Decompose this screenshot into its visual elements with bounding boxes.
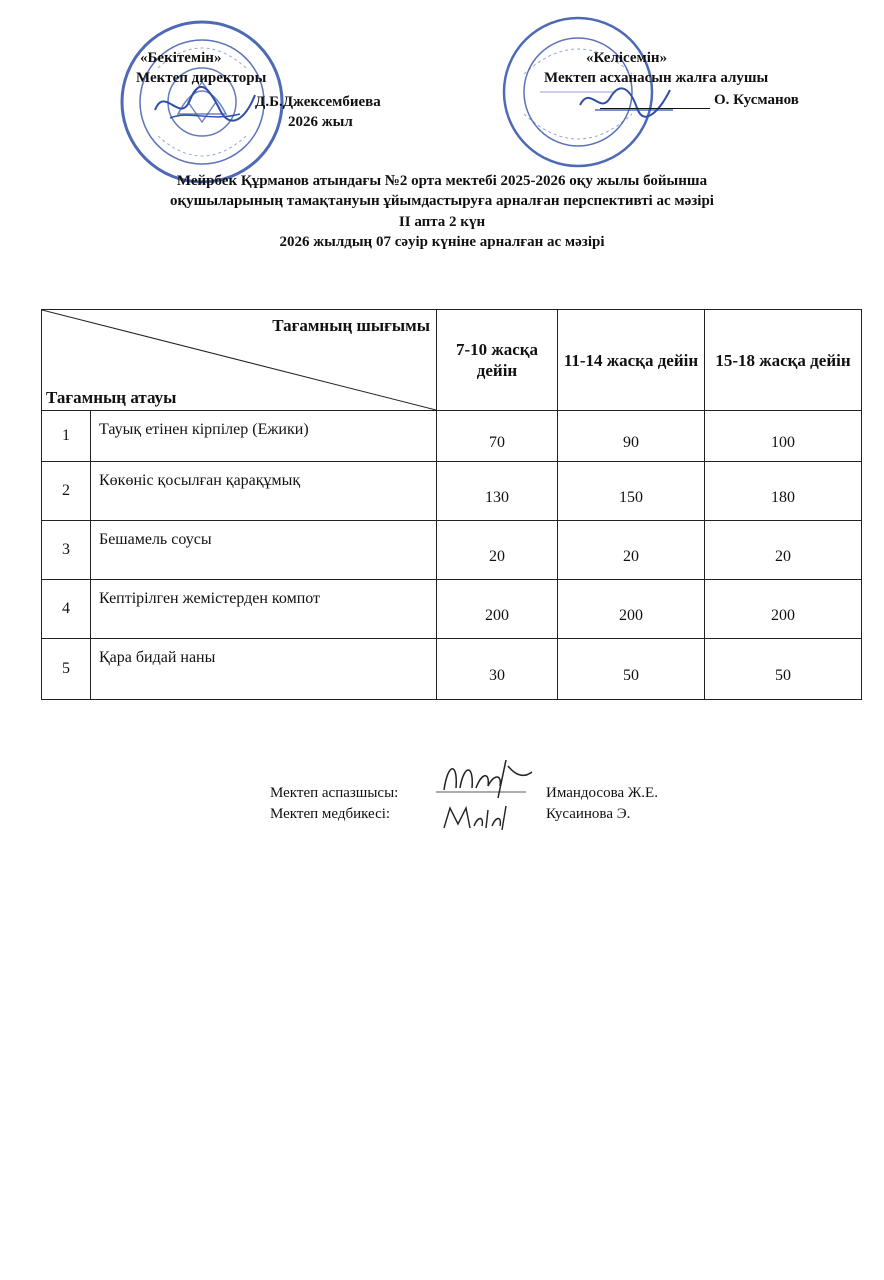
approval-left-line2: Мектеп директоры xyxy=(136,70,267,86)
header-corner-cell xyxy=(42,310,437,411)
nurse-signature xyxy=(440,800,520,834)
value-15-18: 100 xyxy=(705,411,862,462)
nurse-name: Кусаинова Э. xyxy=(546,806,631,822)
menu-table xyxy=(41,309,862,700)
row-number: 4 xyxy=(42,580,91,639)
title-line-2: оқушыларының тамақтануын ұйымдастыруға арналған перспективті ас мәзірі xyxy=(170,193,714,209)
column-header-7-10: 7-10 жасқа дейін xyxy=(437,310,558,411)
row-number: 3 xyxy=(42,521,91,580)
row-number: 2 xyxy=(42,462,91,521)
value-7-10: 30 xyxy=(437,639,558,700)
value-15-18: 180 xyxy=(705,462,862,521)
value-15-18: 200 xyxy=(705,580,862,639)
cook-signature xyxy=(436,752,536,802)
dish-name: Тауық етінен кірпілер (Ежики) xyxy=(91,411,437,462)
table-row xyxy=(42,639,862,700)
value-15-18: 20 xyxy=(705,521,862,580)
dish-name: Қара бидай наны xyxy=(91,639,437,700)
table-row xyxy=(42,411,862,462)
row-number: 1 xyxy=(42,411,91,462)
table-row xyxy=(42,580,862,639)
value-11-14: 90 xyxy=(558,411,705,462)
approval-right-name: О. Кусманов xyxy=(714,92,799,108)
value-11-14: 150 xyxy=(558,462,705,521)
cook-name: Имандосова Ж.Е. xyxy=(546,785,658,801)
dish-name: Көкөніс қосылған қарақұмық xyxy=(91,462,437,521)
approval-right-line1: «Келісемін» xyxy=(586,50,668,66)
corner-bottom-label: Тағамның атауы xyxy=(46,388,177,407)
value-11-14: 50 xyxy=(558,639,705,700)
column-header-11-14: 11-14 жасқа дейін xyxy=(558,310,705,411)
director-signature xyxy=(150,80,260,130)
approval-left-year: 2026 жыл xyxy=(288,114,353,130)
title-line-3: ІІ апта 2 күн xyxy=(398,214,486,230)
title-line-1: Мейрбек Құрманов атындағы №2 орта мектебі 2025-2026 оқу жылы бойынша xyxy=(176,173,708,189)
value-7-10: 20 xyxy=(437,521,558,580)
value-7-10: 130 xyxy=(437,462,558,521)
value-15-18: 50 xyxy=(705,639,862,700)
approval-left-name: Д.Б.Джексембиева xyxy=(255,94,381,110)
dish-name: Кептірілген жемістерден компот xyxy=(91,580,437,639)
cook-label: Мектеп аспазшысы: xyxy=(270,785,399,801)
value-7-10: 70 xyxy=(437,411,558,462)
table-row xyxy=(42,521,862,580)
value-11-14: 20 xyxy=(558,521,705,580)
dish-name: Бешамель соусы xyxy=(91,521,437,580)
table-header-row xyxy=(42,310,862,411)
approval-left-line1: «Бекітемін» xyxy=(140,50,222,66)
row-number: 5 xyxy=(42,639,91,700)
title-line-4: 2026 жылдың 07 сәуір күніне арналған ас мәзірі xyxy=(279,234,605,250)
corner-top-label: Тағамның шығымы xyxy=(272,316,430,335)
table-row xyxy=(42,462,862,521)
value-11-14: 200 xyxy=(558,580,705,639)
nurse-label: Мектеп медбикесі: xyxy=(270,806,391,822)
approval-right-signature-line xyxy=(600,108,710,109)
value-7-10: 200 xyxy=(437,580,558,639)
column-header-15-18: 15-18 жасқа дейін xyxy=(705,310,862,411)
approval-right-line2: Мектеп асханасын жалға алушы xyxy=(544,70,769,86)
